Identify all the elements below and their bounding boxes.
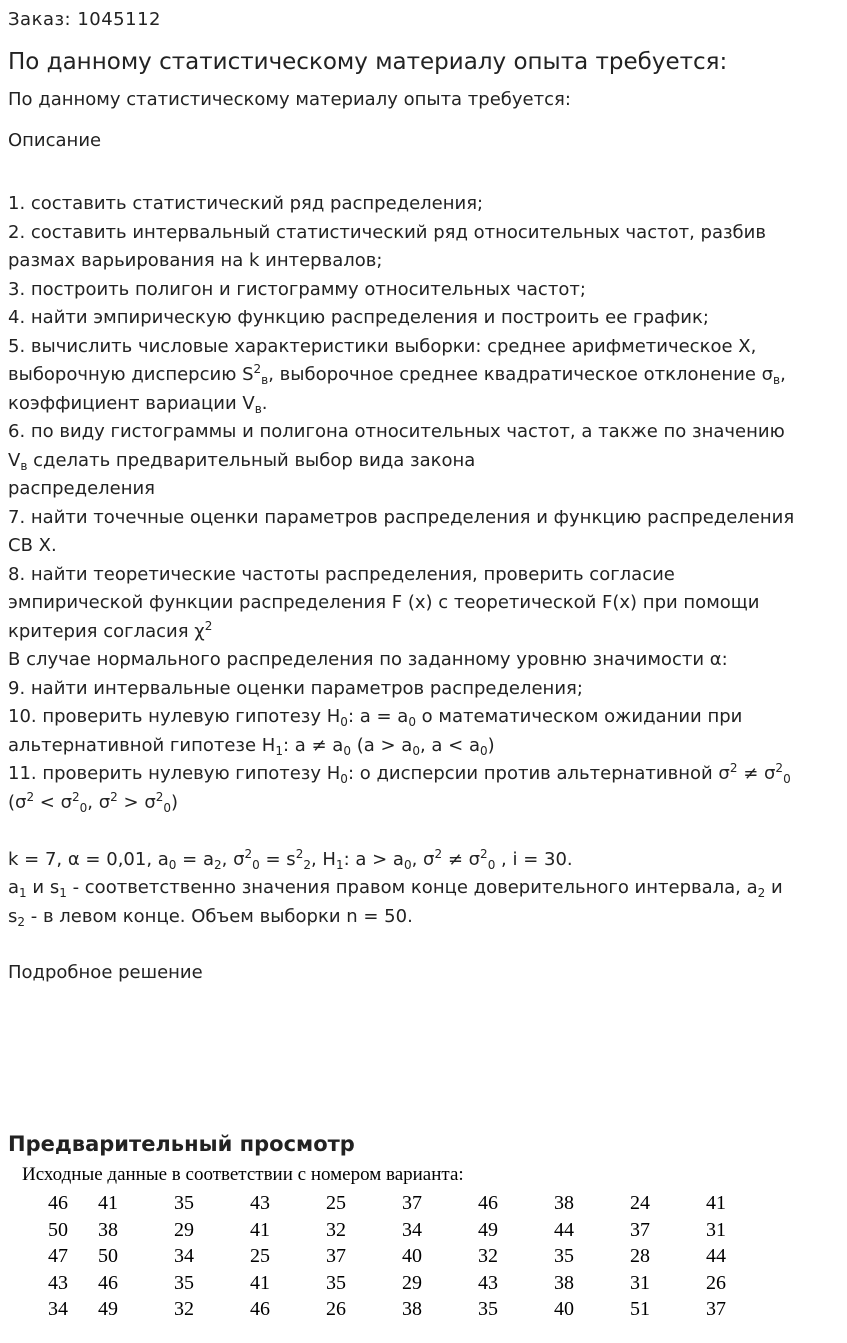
table-cell: 38 <box>554 1271 574 1294</box>
table-cell: 29 <box>174 1218 194 1241</box>
task-line: размах варьирования на k интервалов; <box>8 250 383 271</box>
table-cell: 37 <box>402 1192 422 1214</box>
task-line: 8. найти теоретические частоты распределения, проверить согласие <box>8 563 675 585</box>
table-cell: 46 <box>48 1192 68 1214</box>
table-cell: 37 <box>326 1245 346 1267</box>
table-cell: 50 <box>98 1245 118 1267</box>
table-cell: 32 <box>326 1218 346 1241</box>
table-cell: 26 <box>326 1298 346 1320</box>
table-row <box>22 1243 782 1270</box>
table-cell: 44 <box>554 1218 574 1241</box>
table-row <box>22 1296 782 1323</box>
table-cell: 34 <box>174 1245 194 1267</box>
table-cell: 25 <box>326 1192 346 1214</box>
task-line: 9. найти интервальные оценки параметров распределения; <box>8 677 583 699</box>
task-line: эмпирической функции распределения F (x) с теоретической F(x) при помощи <box>8 592 760 613</box>
task-line: 6. по виду гистограммы и полигона относительных частот, а также по значению <box>8 421 785 442</box>
task-line: 5. вычислить числовые характеристики выборки: среднее арифметическое X, <box>8 335 757 357</box>
table-cell: 49 <box>478 1218 498 1241</box>
task-line: 7. найти точечные оценки параметров распределения и функцию распределения <box>8 506 795 528</box>
table-cell: 46 <box>478 1192 498 1214</box>
table-cell: 38 <box>554 1192 574 1214</box>
table-row <box>22 1270 782 1297</box>
task-line: выборочную дисперсию $S^2_в$, выборочное среднее квадратическое отклонение $\sigma_в$, <box>8 362 786 387</box>
table-cell: 32 <box>478 1245 498 1267</box>
table-row <box>22 1190 782 1217</box>
table-cell: 31 <box>630 1271 650 1294</box>
description-heading: Описание <box>8 130 102 151</box>
table-cell: 38 <box>402 1298 422 1320</box>
table-cell: 46 <box>250 1298 270 1320</box>
preview-caption: Исходные данные в соответствии с номером варианта: <box>22 1164 464 1185</box>
table-cell: 43 <box>478 1271 498 1294</box>
table-cell: 34 <box>402 1218 422 1241</box>
table-cell: 40 <box>402 1245 422 1267</box>
table-cell: 49 <box>98 1298 118 1320</box>
params-line: k = 7, α = 0,01, $a_0 = a_2$, $\sigma^2_0 = s^2_2$, $H_1$: $a > a_0$, $\sigma^2 \ne \sigma^2_0$ , i = 30. <box>8 846 573 872</box>
table-cell: 29 <box>402 1271 422 1294</box>
task-line: $V_в$ сделать предварительный выбор вида закона <box>8 449 476 473</box>
page-subtitle: По данному статистическому материалу опыта требуется: <box>8 89 571 110</box>
solution-label: Подробное решение <box>8 962 203 983</box>
task-line: ($\sigma^2 < \sigma^2_0$, $\sigma^2 > \sigma^2_0$) <box>8 789 179 815</box>
table-cell: 35 <box>478 1298 498 1320</box>
task-line: 4. найти эмпирическую функцию распределения и построить ее график; <box>8 307 709 328</box>
table-cell: 24 <box>630 1192 650 1214</box>
order-number: Заказ: 1045112 <box>8 9 161 30</box>
task-line: альтернативной гипотезе $H_1$: $a \ne a_0$ ($a > a_0$, $a < a_0$) <box>8 734 495 758</box>
task-line: 11. проверить нулевую гипотезу $H_0$: о дисперсии против альтернативной $\sigma^2 \ne \sigma^2_0$ <box>8 761 791 786</box>
table-cell: 41 <box>98 1192 118 1214</box>
table-cell: 31 <box>706 1218 726 1241</box>
notes-line: $s_2$ - в левом конце. Объем выборки n = 50. <box>8 905 413 929</box>
page-title: По данному статистическому материалу опыта требуется: <box>8 49 728 75</box>
table-cell: 41 <box>250 1271 270 1294</box>
preview-heading: Предварительный просмотр <box>8 1132 355 1156</box>
task-line: 10. проверить нулевую гипотезу $H_0$: $a = a_0$ о математическом ожидании при <box>8 706 743 729</box>
table-cell: 41 <box>706 1192 726 1214</box>
preview-image <box>22 1163 782 1323</box>
task-line: 1. составить статистический ряд распределения; <box>8 193 484 214</box>
task-line: распределения <box>8 478 156 499</box>
task-line: 2. составить интервальный статистический ряд относительных частот, разбив <box>8 221 766 243</box>
table-cell: 25 <box>250 1245 270 1267</box>
table-cell: 47 <box>48 1245 68 1267</box>
table-cell: 26 <box>706 1271 726 1294</box>
table-cell: 35 <box>326 1271 346 1294</box>
table-cell: 41 <box>250 1218 270 1241</box>
table-cell: 35 <box>174 1192 194 1214</box>
task-line: 3. построить полигон и гистограмму относительных частот; <box>8 278 586 300</box>
table-cell: 38 <box>98 1218 118 1241</box>
table-cell: 51 <box>630 1298 650 1320</box>
table-cell: 40 <box>554 1298 574 1320</box>
table-cell: 46 <box>98 1271 118 1294</box>
table-cell: 35 <box>554 1245 574 1267</box>
task-line: критерия согласия $\chi^2$ <box>8 618 213 642</box>
table-cell: 43 <box>250 1192 270 1214</box>
notes-line: $a_1$ и $s_1$ - соответственно значения правом конце доверительного интервала, $a_2$ и <box>8 877 783 900</box>
table-cell: 35 <box>174 1271 194 1294</box>
table-cell: 28 <box>630 1245 650 1267</box>
table-cell: 43 <box>48 1271 68 1294</box>
task-line: СВ X. <box>8 535 57 556</box>
table-cell: 37 <box>630 1218 650 1241</box>
table-row <box>22 1217 782 1244</box>
table-cell: 34 <box>48 1298 68 1320</box>
data-table <box>22 1190 782 1323</box>
table-cell: 50 <box>48 1218 68 1241</box>
table-cell: 37 <box>706 1298 726 1320</box>
table-cell: 44 <box>706 1245 726 1267</box>
task-description <box>8 190 844 931</box>
task-line: коэффициент вариации $V_в$. <box>8 392 268 416</box>
table-cell: 32 <box>174 1298 194 1320</box>
task-line: В случае нормального распределения по заданному уровню значимости α: <box>8 649 728 670</box>
